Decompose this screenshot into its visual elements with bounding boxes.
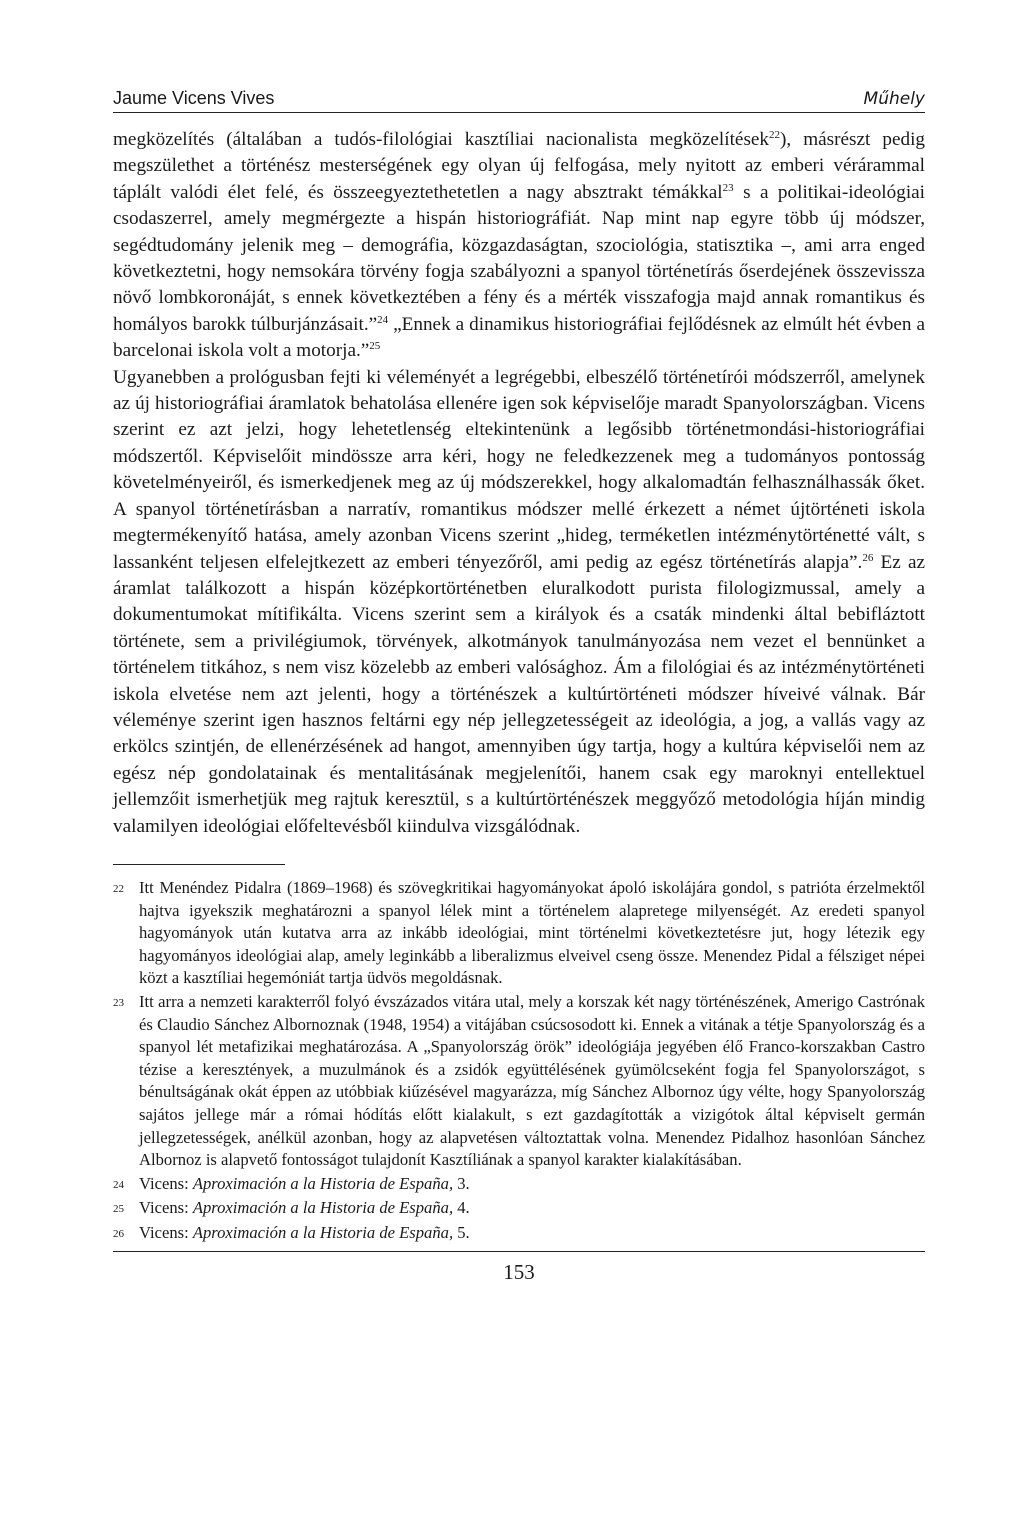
text-run: ), másrészt pedig megszülethet a történész mesterségének egy olyan új felfogása, mely nyitott az emberi vérárammal táplált valódi élet felé, és összeegyeztethetetlen a nagy absztrakt témákkal <box>113 129 926 203</box>
text-run: Ez az áramlat találkozott a hispán középkortörténetben eluralkodott purista filologizmussal, amely a dokumentumokat mítifikálta. Vicens szerint sem a királyok és a csaták mindenki által bebifláztott története, sem a privilégiumok, törvények, alkotmányok tanulmányozása nem vezet el bennünket a történelem titkához, s nem visz közelebb az emberi valósághoz. Ám a filológiai és az intézménytörténeti iskola elvetése nem azt jelenti, hogy a történészek a kultúrtörténeti módszer híveivé válnak. Bár véleménye szerint igen hasznos feltárni egy nép jellegzetességeit az ideológia, a jog, a vallás vagy az erkölcs szintjén, de ellenérzésének ad hangot, amennyiben úgy tartja, hogy a kultúra képviselői nem az egész nép gondolatainak és mentalitásának megjelenítői, hanem csak egy maroknyi entellektuel jellemzőit ismerhetjük meg rajtuk keresztül, s a kultúrtörténészek meggyőző metodológia híján mindig valamilyen ideológiai előfeltevésből kiindulva vizsgálódnak. <box>113 551 925 837</box>
text-run: Vicens: <box>139 1222 193 1242</box>
footnote-number: 23 <box>113 996 124 1009</box>
footnote-text <box>139 877 925 990</box>
footnote-text <box>139 1197 925 1221</box>
bottom-divider <box>113 1251 925 1252</box>
main-text <box>113 127 925 840</box>
italic-title: Aproximación a la Historia de España, <box>192 1222 454 1242</box>
footnote <box>113 877 925 990</box>
text-run: Vicens: <box>139 1198 193 1218</box>
text-run: megközelítés (általában a tudós-filológiai kasztíliai nacionalista megközelítések <box>113 129 770 150</box>
header-author: Jaume Vicens Vives <box>113 88 275 108</box>
footnote-text <box>139 991 925 1172</box>
text-run: Itt Menéndez Pidalra (1869–1968) és szövegkritikai hagyományokat ápoló iskolájára gondol, s patrióta érzelmektől hajtva igyekszik meghatározni a spanyol lélek mint a történelem alapretege milyenségét. Az eredeti spanyol hagyományok után kutatva arra az inkább ideológiai, mint történelmi következtetésre jut, hogy létezik egy hagyományos ideológiai alap, amely leginkább a liberalizmus elveivel cseng össze. Menendez Pidal a félsziget népei közt a kasztíliai hegemóniát tartja üdvös megoldásnak. <box>139 877 925 988</box>
text-run: 4. <box>453 1198 470 1218</box>
footnote-reference: 25 <box>369 340 381 353</box>
running-header <box>113 88 925 113</box>
footnotes <box>113 877 925 1246</box>
header-section: Műhely <box>863 89 925 109</box>
footnote-reference: 24 <box>377 313 389 326</box>
text-run: Vicens: <box>139 1173 193 1193</box>
footnote-number: 25 <box>113 1203 124 1216</box>
footnote <box>113 991 925 1172</box>
footnote-number: 24 <box>113 1178 124 1191</box>
footnote <box>113 1197 925 1221</box>
footnote <box>113 1222 925 1246</box>
text-run: Ugyanebben a prológusban fejti ki véleményét a legrégebbi, elbeszélő történetírói módszerről, amelynek az új historiográfiai áramlatok behatolása ellenére igen sok képviselője maradt Spanyolországban. Vicens szerint ez azt jelzi, hogy lehetetlenség eltekintenünk a legősibb történetmondási-historiográfiai módszertől. Képviselőit mindössze arra kéri, hogy ne feledkezzenek meg a tudományos pontosság követelményeiről, és ismerkedjenek meg az új módszerekkel, hogy alkalomadtán felhasználhassák őket. A spanyol történetírásban a narratív, romantikus módszer mellé érkezett a német újtörténeti iskola megtermékenyítő hatása, amely azonban Vicens szerint „hideg, terméketlen intézménytörténetté vált, s lassanként teljesen elfelejtkezett az emberi tényezőről, ami pedig az egész történetírás alapja”. <box>113 366 925 573</box>
footnote-reference: 22 <box>769 129 781 141</box>
italic-title: Aproximación a la Historia de España, <box>192 1198 454 1218</box>
body-paragraph <box>113 127 925 365</box>
text-run: s a politikai-ideológiai csodaszerrel, amely megmérgezte a hispán historiográfiát. Nap mint nap egyre több új módszer, segédtudomány jelenik meg – demográfia, közgazdaságtan, szociológia, statisztika –, ami arra enged következtetni, hogy nemsokára törvény fogja szabályozni a spanyol történetírás őserdejének összevissza növő lombkoronáját, s ennek következtében a fény és a mérték visszafogja majd annak romantikus és homályos barokk túlburjánzásait.” <box>113 181 925 335</box>
footnote-reference: 23 <box>722 181 734 194</box>
italic-title: Aproximación a la Historia de España, <box>192 1173 454 1193</box>
text-run: Itt arra a nemzeti karakterről folyó évszázados vitára utal, mely a korszak két nagy történészének, Amerigo Castrónak és Claudio Sánchez Albornoznak (1948, 1954) a vitájában csúcsosodott ki. Ennek a vitának a tétje Spanyolország és a spanyol lét metafizikai meghatározása. A „Spanyolország örök” ideológiája jegyében élő Franco-korszakban Castro tézise a keresztények, a muzulmánok és a zsidók együttélésének gyümölcseként fogja fel Spanyolországot, s bénultságának okát éppen az utóbbiak kiűzésével magyarázza, míg Sánchez Albornoz úgy vélte, hogy Spanyolország sajátos jellege már a római hódítás előtt kialakult, s ezt gazdagították a vizigótok által képviselt germán jellegzetességek, anélkül azonban, hogy az alapvetésen változtattak volna. Menendez Pidalhoz hasonlóan Sánchez Albornoz is alapvető fontosságot tulajdonít Kasztíliának a spanyol karakter kialakításában. <box>139 991 925 1170</box>
text-run: 5. <box>453 1222 470 1242</box>
footnote-text <box>139 1222 925 1246</box>
footnote-number: 26 <box>113 1227 124 1240</box>
footnote <box>113 1173 925 1197</box>
footnote-text <box>139 1173 925 1197</box>
footnote-reference: 26 <box>862 551 874 564</box>
footnote-separator <box>113 864 285 865</box>
body-paragraph <box>113 365 925 840</box>
text-run: „Ennek a dinamikus historiográfiai fejlődésnek az elmúlt hét évben a barcelonai iskola volt a motorja.” <box>113 313 925 362</box>
footnote-number: 22 <box>113 882 124 895</box>
page-number: 153 <box>503 1260 535 1285</box>
text-run: 3. <box>453 1173 470 1193</box>
page <box>113 88 925 1285</box>
